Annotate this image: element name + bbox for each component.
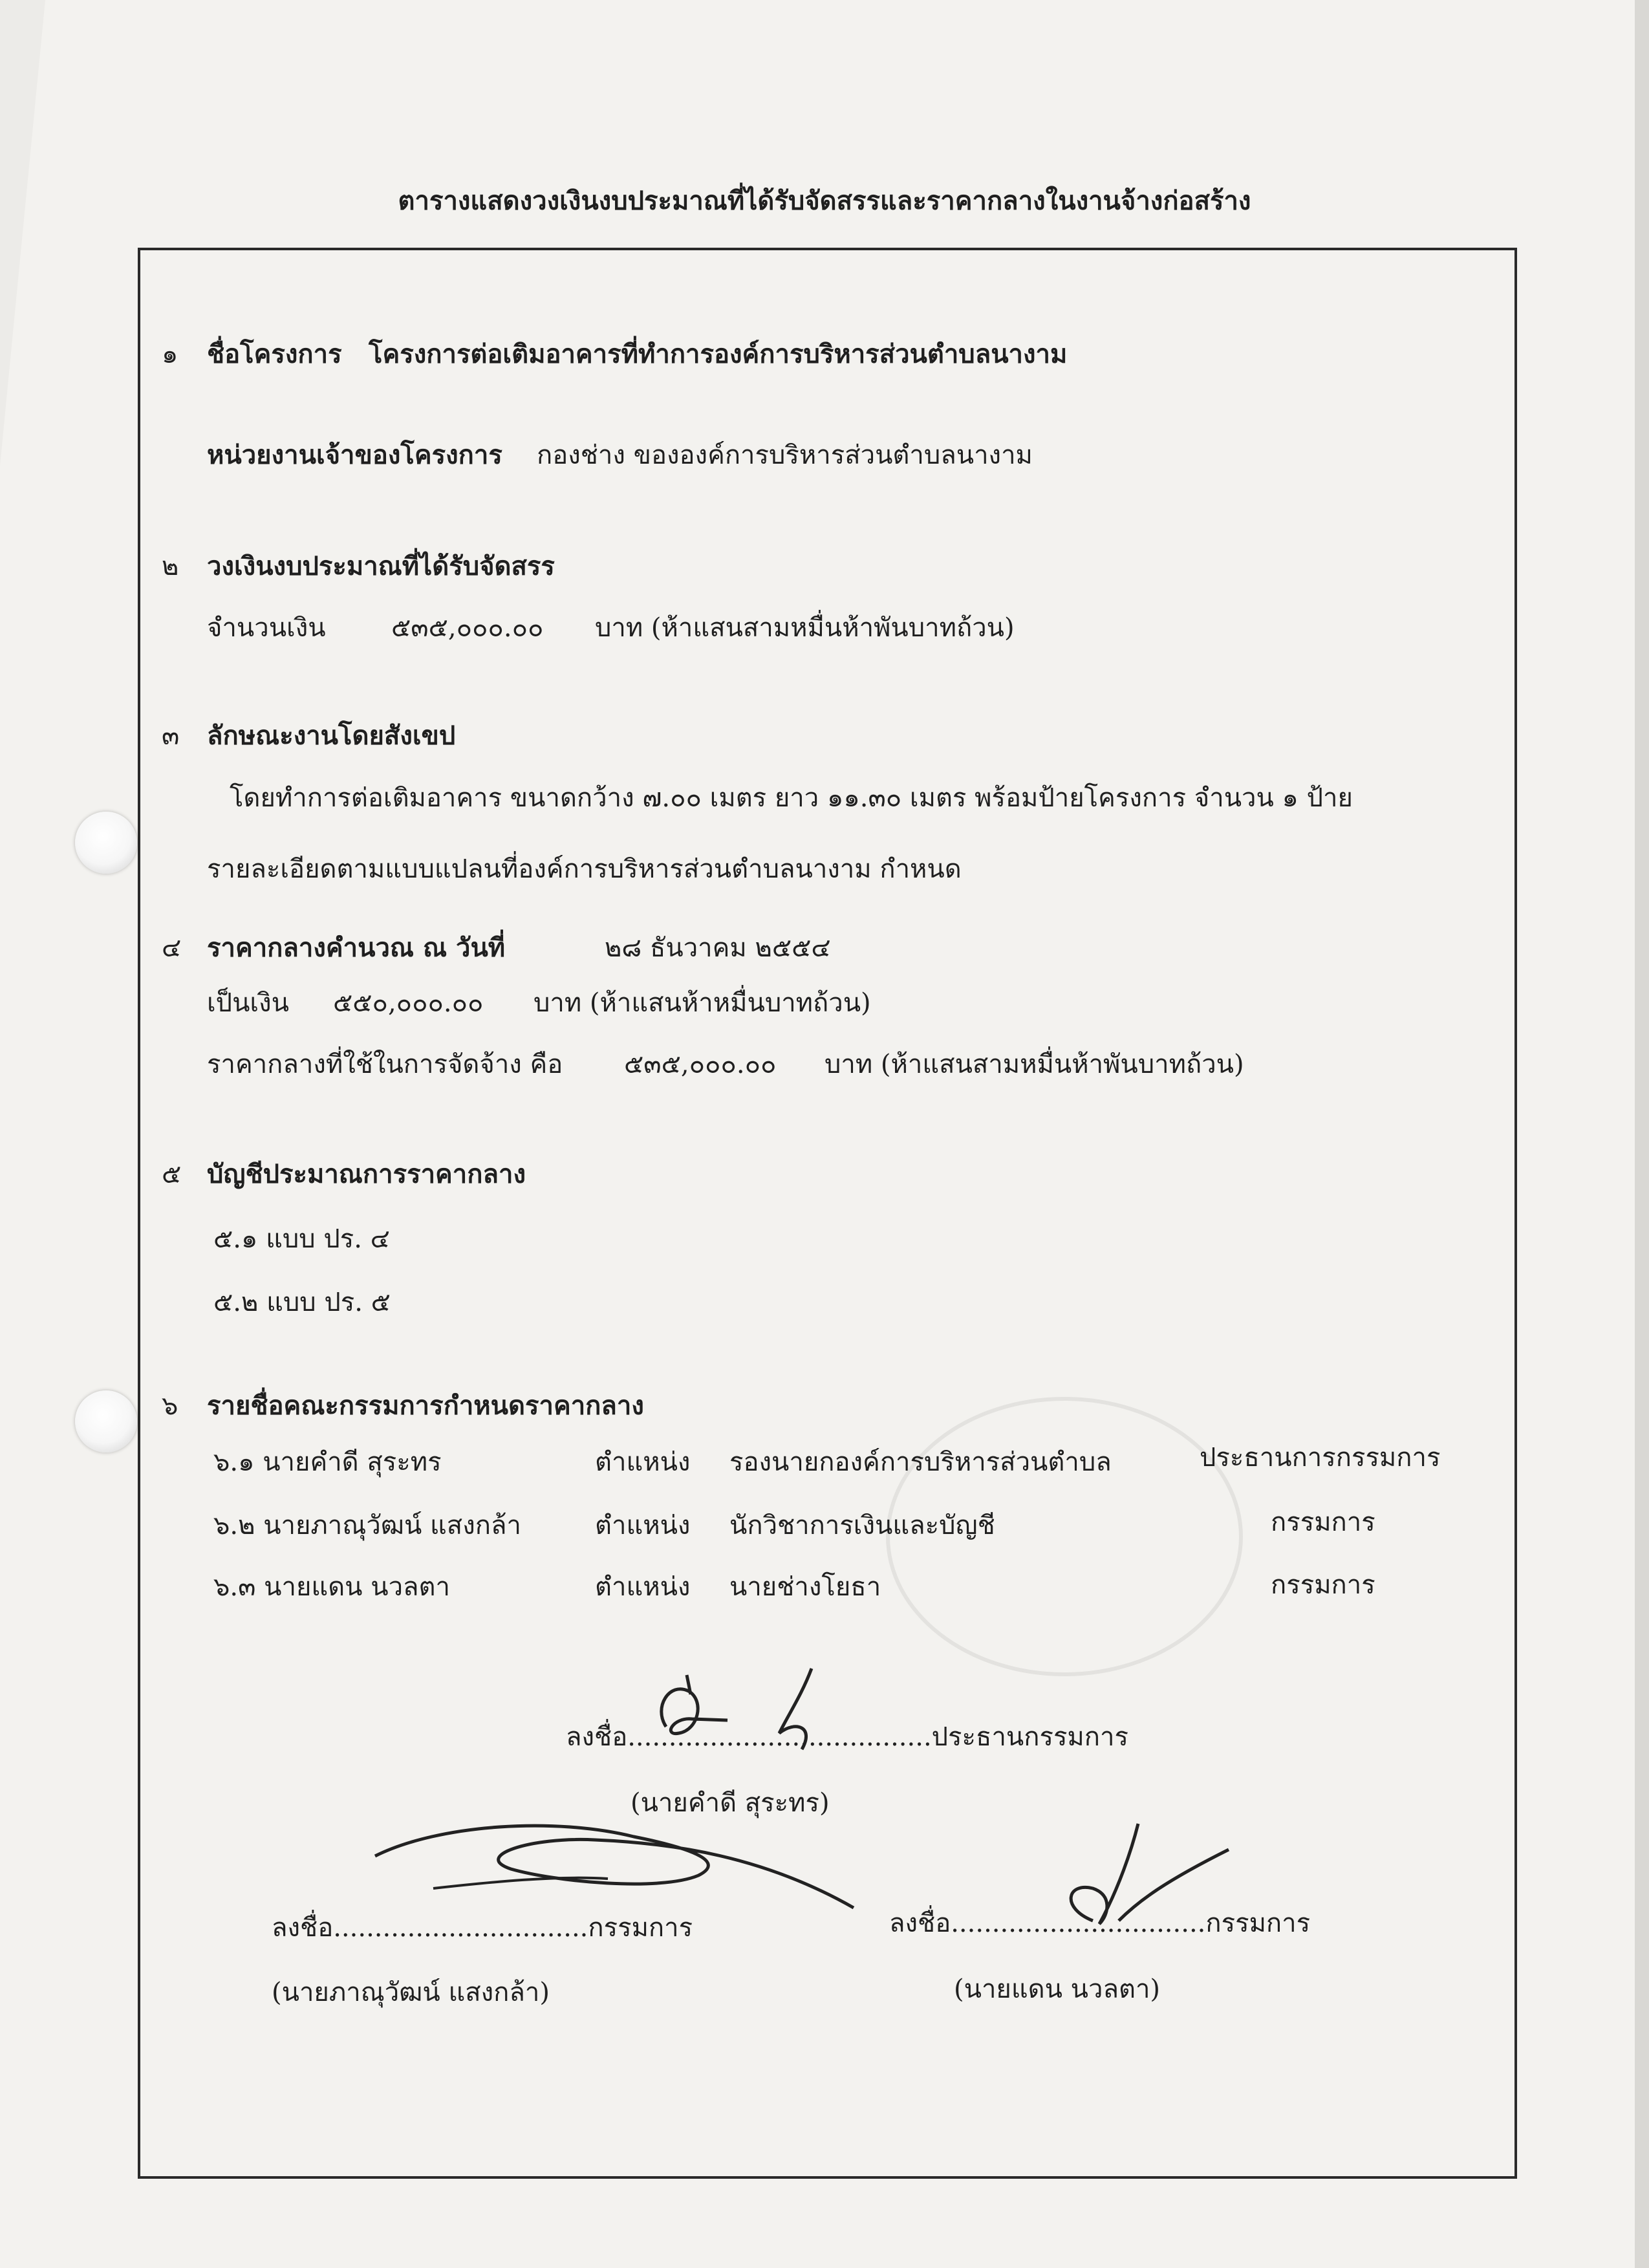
project-name: โครงการต่อเติมอาคารที่ทำการองค์การบริหารส่วนตำบลนางาม (369, 339, 1068, 369)
section1-number: ๑ (162, 340, 178, 369)
member-role: กรรมการ (1271, 1570, 1375, 1600)
punch-hole-top (75, 812, 137, 874)
section6-number: ๖ (162, 1391, 178, 1421)
member2-handwritten-signature (1022, 1811, 1255, 1940)
used-price-label: ราคากลางที่ใช้ในการจัดจ้าง คือ (207, 1050, 563, 1079)
section4-number: ๔ (162, 933, 182, 963)
document-title: ตารางแสดงวงเงินงบประมาณที่ได้รับจัดสรรและราคากลางในงานจ้างก่อสร้าง (398, 186, 1251, 216)
used-price-text: บาท (ห้าแสนสามหมื่นห้าพันบาทถ้วน) (824, 1050, 1244, 1079)
mid-price-text: บาท (ห้าแสนห้าหมื่นบาทถ้วน) (534, 988, 871, 1018)
member-role: กรรมการ (1271, 1507, 1375, 1537)
member1-signature-line: ลงชื่อ...............................กรรมการ (272, 1913, 693, 1943)
section2-label: วงเงินงบประมาณที่ได้รับจัดสรร (207, 551, 555, 581)
section5-label: บัญชีประมาณการราคากลาง (207, 1159, 526, 1189)
section4-label: ราคากลางคำนวณ ณ วันที่ (207, 933, 506, 963)
mid-price-label: เป็นเงิน (207, 988, 289, 1018)
member-name: ๖.๒ นายภาณุวัฒน์ แสงกล้า (213, 1511, 521, 1540)
budget-amount-text: บาท (ห้าแสนสามหมื่นห้าพันบาทถ้วน) (595, 613, 1015, 643)
section6-label: รายชื่อคณะกรรมการกำหนดราคากลาง (207, 1390, 644, 1421)
member-position-label: ตำแหน่ง (595, 1572, 691, 1602)
member-position: รองนายกองค์การบริหารส่วนตำบล (729, 1447, 1112, 1477)
page-edge (1635, 0, 1649, 2268)
owner-value: กองช่าง ขององค์การบริหารส่วนตำบลนางาม (537, 440, 1033, 470)
member-name: ๖.๑ นายคำดี สุระทร (213, 1447, 442, 1477)
work-description-line2: รายละเอียดตามแบบแปลนที่องค์การบริหารส่วนตำบลนางาม กำหนด (207, 854, 962, 884)
member2-signature-line: ลงชื่อ...............................กรรมการ (889, 1908, 1311, 1938)
section3-label: ลักษณะงานโดยสังเขป (207, 720, 456, 751)
member-role: ประธานการกรรมการ (1200, 1443, 1441, 1473)
chair-signature-line: ลงชื่อ.....................................ประธานกรรมการ (566, 1722, 1128, 1752)
work-description-line1: โดยทำการต่อเติมอาคาร ขนาดกว้าง ๗.๐๐ เมตร ยาว ๑๑.๓๐ เมตร พร้อมป้ายโครงการ จำนวน ๑ ป้าย (230, 783, 1353, 813)
budget-amount: ๕๓๕,๐๐๐.๐๐ (391, 613, 544, 643)
chair-handwritten-signature (640, 1656, 873, 1759)
member2-printed-name: (นายแดน นวลตา) (954, 1974, 1161, 2004)
member-position: นักวิชาการเงินและบัญชี (729, 1511, 995, 1540)
mid-price-amount: ๕๕๐,๐๐๐.๐๐ (333, 988, 484, 1018)
chair-printed-name: (นายคำดี สุระทร) (630, 1788, 830, 1818)
estimate-item: ๕.๒ แบบ ปร. ๕ (213, 1288, 391, 1317)
estimate-item: ๕.๑ แบบ ปร. ๔ (213, 1224, 390, 1254)
member-position: นายช่างโยธา (729, 1572, 881, 1602)
member1-handwritten-signature (362, 1811, 879, 1940)
member-position-label: ตำแหน่ง (595, 1447, 691, 1477)
page-fold-shadow (0, 0, 45, 466)
section1-label: ชื่อโครงการ (207, 339, 342, 369)
member1-printed-name: (นายภาณุวัฒน์ แสงกล้า) (272, 1978, 550, 2007)
member-name: ๖.๓ นายแดน นวลตา (213, 1572, 450, 1602)
punch-hole-bottom (75, 1390, 137, 1453)
calculation-date: ๒๘ ธันวาคม ๒๕๕๔ (605, 933, 831, 963)
section3-number: ๓ (162, 721, 180, 751)
section5-number: ๕ (162, 1160, 182, 1189)
section2-number: ๒ (162, 552, 179, 581)
used-price-amount: ๕๓๕,๐๐๐.๐๐ (624, 1050, 777, 1079)
budget-amount-label: จำนวนเงิน (207, 613, 326, 643)
owner-label: หน่วยงานเจ้าของโครงการ (207, 440, 502, 470)
member-position-label: ตำแหน่ง (595, 1511, 691, 1540)
